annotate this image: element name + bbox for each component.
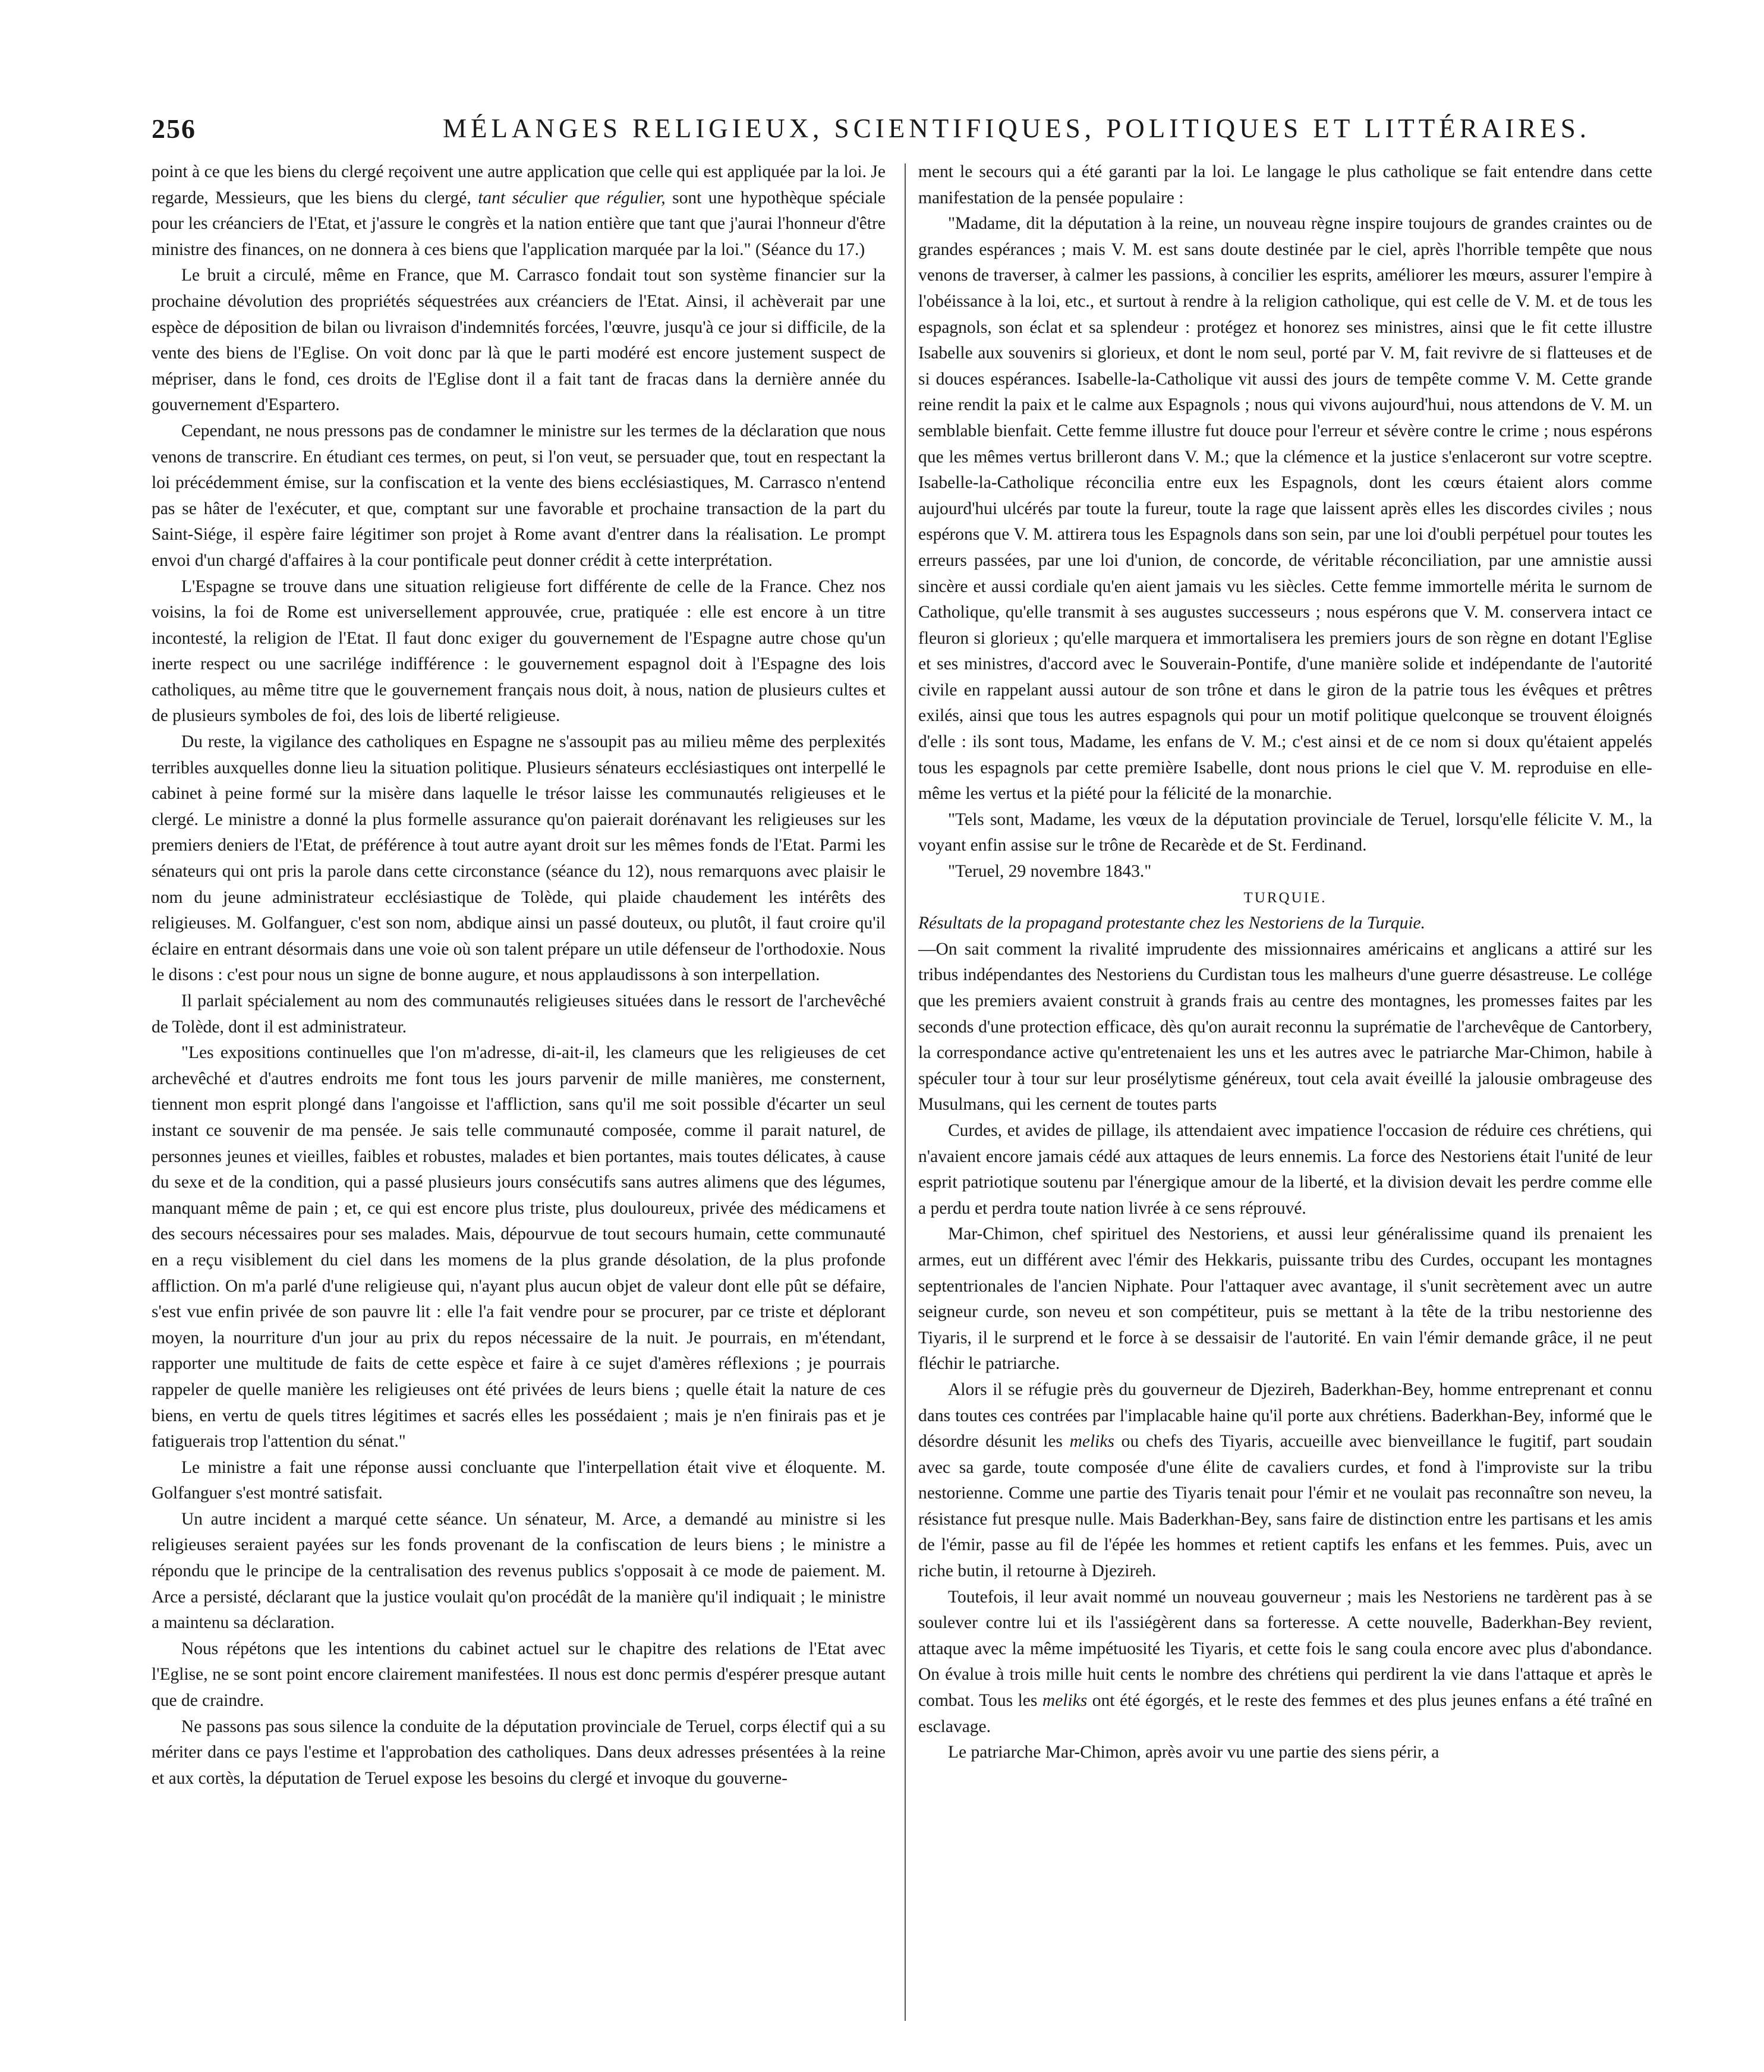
paragraph: "Teruel, 29 novembre 1843." xyxy=(948,862,1152,881)
column-divider xyxy=(905,163,906,2021)
right-column xyxy=(918,159,1652,1766)
paragraph: Alors il se réfugie près du gouverneur de Djezireh, Baderkhan-Bey, homme entreprenant et connu dans toutes ces contrées par l'implacable haine qu'il porte aux chrétiens. Baderkhan-Bey, informé que le désordre désunit les meliks ou chefs des Tiyaris, accueille avec bienveillance le fugitif, part soudain avec sa garde, toute composée d'une élite de cavaliers curdes, et fond à l'improviste sur la tribu nestorienne. Comme une partie des Tiyaris tenait pour l'émir et ne voulait pas reconnaître son neveu, la résistance fut presque nulle. Mais Baderkhan-Bey, sans faire de distinction entre les partisans et les amis de l'émir, passe au fil de l'épée les hommes et retient captifs les enfans et les femmes. Puis, avec un riche butin, il retourne à Djezireh. xyxy=(918,1380,1652,1581)
section-heading: TURQUIE. xyxy=(1243,889,1327,906)
paragraph: Nous répétons que les intentions du cabinet actuel sur le chapitre des relations de l'Etat avec l'Eglise, ne se sont point encore clairement manifestées. Il nous est donc permis d'espérer presque autant que de craindre. xyxy=(152,1639,886,1711)
paragraph: "Tels sont, Madame, les vœux de la députation provinciale de Teruel, lorsqu'elle félicite V. M., la voyant enfin assise sur le trône de Recarède et de St. Ferdinand. xyxy=(918,810,1652,855)
paragraph: Il parlait spécialement au nom des communautés religieuses situées dans le ressort de l'archevêché de Tolède, dont il est administrateur. xyxy=(152,991,886,1037)
paragraph: —On sait comment la rivalité imprudente des missionnaires américains et anglicans a attiré sur les tribus indépendantes des Nestoriens du Curdistan tous les malheurs d'une guerre désastreuse. Le collége que les premiers avaient construit à grands frais au centre des montagnes, les promesses faites par les seconds d'une protection efficace, dès qu'on aurait reconnu la suprématie de l'archevêque de Cantorbery, la correspondance active qu'entretenaient les uns et les autres avec le patriarche Mar-Chimon, habile à spéculer tour à tour sur leur prosélytisme généreux, tout cela avait éveillé la jalousie ombrageuse des Musulmans, qui les cernent de toutes parts xyxy=(918,939,1652,1114)
paragraph: "Madame, dit la députation à la reine, un nouveau règne inspire toujours de grandes craintes ou de grandes espérances ; mais V. M. est sans doute destinée par le ciel, après l'horrible tempête que nous venons de traverser, à calmer les passions, à concilier les esprits, améliorer les mœurs, assurer l'empire à l'obéissance à la loi, etc., et surtout à rendre à la religion catholique, qui est celle de V. M. et de tous les espagnols, son éclat et sa splendeur : protégez et honorez ses ministres, ainsi que le fit cette illustre Isabelle aux souvenirs si glorieux, et dont le nom seul, porté par V. M, fait revivre de si flatteuses et de si douces espérances. Isabelle-la-Catholique vit aussi des jours de tempête comme V. M. Cette grande reine rendit la paix et le calme aux Espagnols ; nous qui vivons aujourd'hui, nous attendons de V. M. un semblable bienfait. Cette femme illustre fut douce pour l'erreur et sévère contre le crime ; nous espérons que les mêmes vertus brilleront dans V. M.; que la clémence et la justice s'enlaceront sur votre sceptre. Isabelle-la-Catholique réconcilia entre eux les Espagnols, dont les cœurs étaient alors comme aujourd'hui ulcérés par toute la fureur, toute la rage que laissent après elles les discordes civiles ; nous espérons que V. M. attirera tous les Espagnols dans son sein, par une loi d'oubli perpétuel pour toutes les erreurs passées, par une loi d'union, de concorde, de véritable réconciliation, par une amnistie aussi sincère et aussi cordiale qu'en aient jamais vu les siècles. Cette femme immortelle mérita le surnom de Catholique, qu'elle transmit à ses augustes successeurs ; nous espérons que V. M. conservera intact ce fleuron si glorieux ; qu'elle marquera et immortalisera les premiers jours de son règne en dotant l'Eglise et ses ministres, d'accord avec le Souverain-Pontife, d'une manière solide et indépendante de l'autorité civile en rappelant aussi autour de son trône et dans le giron de la patrie tous les évêques et prêtres exilés, ainsi que tous les autres espagnols qui pour un motif politique quelconque se trouvent éloignés d'elle : ils sont tous, Madame, les enfans de V. M.; c'est ainsi et de ce nom si doux qu'étaient appelés tous les espagnols par cette première Isabelle, dont nous prions le ciel que V. M. reproduise en elle-même les vertus et la piété pour la félicité de la monarchie. xyxy=(918,214,1652,804)
paragraph: Le patriarche Mar-Chimon, après avoir vu une partie des siens périr, a xyxy=(948,1743,1439,1762)
page-header xyxy=(152,113,1649,151)
paragraph: Toutefois, il leur avait nommé un nouveau gouverneur ; mais les Nestoriens ne tardèrent pas à se soulever contre lui et ils l'assiégèrent dans sa forteresse. A cette nouvelle, Baderkhan-Bey revient, attaque avec la même impétuosité les Tiyaris, et cette fois le sang coula encore avec plus d'abondance. On évalue à trois mille huit cents le nombre des chrétiens qui perdirent la vie dans l'attaque et après le combat. Tous les meliks ont été égorgés, et le reste des femmes et des plus jeunes enfans a été traîné en esclavage. xyxy=(918,1587,1652,1736)
running-title: MÉLANGES RELIGIEUX, SCIENTIFIQUES, POLITIQUES ET LITTÉRAIRES. xyxy=(443,114,1591,143)
paragraph: Du reste, la vigilance des catholiques en Espagne ne s'assoupit pas au milieu même des perplexités terribles auxquelles donne lieu la situation politique. Plusieurs sénateurs ecclésiastiques ont interpellé le cabinet à peine formé sur la misère dans laquelle le trésor laisse les communautés religieuses et le clergé. Le ministre a donné la plus formelle assurance qu'on paierait dorénavant les religieuses sur les premiers deniers de l'Etat, de préférence à tout autre ayant droit sur les mêmes fonds de l'Etat. Parmi les sénateurs qui ont pris la parole dans cette circonstance (séance du 12), nous remarquons avec plaisir le nom du jeune administrateur ecclésiastique de Tolède, qui plaide chaudement les intérêts des religieuses. M. Golfanguer, c'est son nom, abdique ainsi un passé douteux, ou plutôt, il faut croire qu'il éclaire en entrant désormais dans une voie où son talent prépare un utile défenseur de l'orthodoxie. Nous le disons : c'est pour nous un signe de bonne augure, et nous applaudissons à son interpellation. xyxy=(152,732,886,985)
paragraph: Un autre incident a marqué cette séance. Un sénateur, M. Arce, a demandé au ministre si les religieuses seraient payées sur les fonds provenant de la confiscation de leurs biens ; le ministre a répondu que le principe de la centralisation des revenus publics s'opposait à ce mode de paiement. M. Arce a persisté, déclarant que la justice voulait qu'on procédât de la manière qu'il indiquait ; le ministre a maintenu sa déclaration. xyxy=(152,1509,886,1633)
paragraph: "Les expositions continuelles que l'on m'adresse, di-ait-il, les clameurs que les religieuses de cet archevêché et d'autres endroits me font tous les jours parvenir de mille manières, me consternent, tiennent mon esprit plongé dans l'angoisse et l'affliction, sans qu'il me soit possible d'écarter un seul instant ce souvenir de ma pensée. Je sais telle communauté composée, comme il parait naturel, de personnes jeunes et vieilles, faibles et robustes, malades et bien portantes, mais toutes délicates, à cause du sexe et de la condition, qui a passé plusieurs jours consécutifs sans autres alimens que des légumes, manquant même de pain ; et, ce qui est encore plus triste, plus douloureux, privée des médicamens et des secours nécessaires pour ses malades. Mais, dépourvue de tout secours humain, cette communauté en a reçu visiblement du ciel dans les momens de la plus grande désolation, de la plus profonde affliction. On m'a parlé d'une religieuse qui, n'ayant plus aucun objet de valeur dont elle pût se défaire, s'est vue enfin privée de son pauvre lit : elle l'a fait vendre pour se procurer, par ce triste et déplorant moyen, la nourriture d'un jour au prix du repos nécessaire de la nuit. Je pourrais, en m'étendant, rapporter une multitude de faits de cette espèce et faire à ce sujet d'amères réflexions ; je pourrais rappeler de quelle manière les religieuses ont été privées de leurs biens ; quelle était la nature de ces biens, en vertu de quels titres légitimes et sacrés elles les possédaient ; mais je n'en finirais pas et je fatiguerais trop l'attention du sénat." xyxy=(152,1043,886,1451)
paragraph: Cependant, ne nous pressons pas de condamner le ministre sur les termes de la déclaration que nous venons de transcrire. En étudiant ces termes, on peut, si l'on veut, se persuader que, tout en respectant la loi précédemment émise, sur la confiscation et la vente des biens ecclésiastiques, M. Carrasco n'entend pas se hâter de l'exécuter, et que, comptant sur une favorable et prochaine transaction de la part du Saint-Siége, il espère faire légitimer son projet à Rome avant d'entrer dans la réalisation. Le prompt envoi d'un chargé d'affaires à la cour pontificale peut donner crédit à cette interprétation. xyxy=(152,421,886,570)
paragraph: Curdes, et avides de pillage, ils attendaient avec impatience l'occasion de réduire ces chrétiens, qui n'avaient encore jamais cédé aux attaques de leurs ennemis. La force des Nestoriens était l'unité de leur esprit patriotique soutenu par l'énergique amour de la liberté, et la division devait les perdre comme elle a perdu et perdra toute nation livrée à ce sens réprouvé. xyxy=(918,1120,1652,1218)
page-number: 256 xyxy=(152,114,196,144)
paragraph: Mar-Chimon, chef spirituel des Nestoriens, et aussi leur généralissime quand ils prenaient les armes, eut un différent avec l'émir des Hekkaris, puissante tribu des Curdes, occupant les montagnes septentrionales de l'ancien Niphate. Pour l'attaquer avec avantage, il s'unit secrètement avec un autre seigneur curde, son neveu et son compétiteur, puis se mettant à la tête de la tribu nestorienne des Tiyaris, il le surprend et le force à se dessaisir de l'autorité. En vain l'émir demande grâce, il ne peut fléchir le patriarche. xyxy=(918,1224,1652,1374)
paragraph: point à ce que les biens du clergé reçoivent une autre application que celle qui est appliquée par la loi. Je regarde, Messieurs, que les biens du clergé, tant séculier que régulier, sont une hypothèque spéciale pour les créanciers de l'Etat, et j'assure le congrès et la nation entière que tant que j'aurai l'honneur d'être ministre des finances, on ne donnera à ces biens que l'application marquée par la loi." (Séance du 17.) xyxy=(152,162,886,259)
paragraph: Ne passons pas sous silence la conduite de la députation provinciale de Teruel, corps électif qui a su mériter dans ce pays l'estime et l'approbation des catholiques. Dans deux adresses présentées à la reine et aux cortès, la députation de Teruel expose les besoins du clergé et invoque du gouverne- xyxy=(152,1717,886,1788)
paragraph: ment le secours qui a été garanti par la loi. Le langage le plus catholique se fait entendre dans cette manifestation de la pensée populaire : xyxy=(918,162,1652,207)
paragraph: L'Espagne se trouve dans une situation religieuse fort différente de celle de la France. Chez nos voisins, la foi de Rome est universellement approuvée, crue, pratiquée : elle est encore à un titre incontesté, la religion de l'Etat. Il faut donc exiger du gouvernement de l'Espagne autre chose qu'un inerte respect ou une sacrilége indifférence : le gouvernement espagnol doit à l'Espagne des lois catholiques, au même titre que le gouvernement français nous doit, à nous, nation de plusieurs cultes et de plusieurs symboles de foi, des lois de liberté religieuse. xyxy=(152,577,886,726)
paragraph: Le ministre a fait une réponse aussi concluante que l'interpellation était vive et éloquente. M. Golfanguer s'est montré satisfait. xyxy=(152,1457,886,1503)
article-subtitle: Résultats de la propagand protestante chez les Nestoriens de la Turquie. xyxy=(918,914,1425,933)
left-column xyxy=(152,159,886,1791)
paragraph: Le bruit a circulé, même en France, que M. Carrasco fondait tout son système financier sur la prochaine dévolution des propriétés séquestrées aux créanciers de l'Etat. Ainsi, il achèverait par une espèce de déposition de bilan ou livraison d'indemnités forcées, l'œuvre, jusqu'à ce jour si difficile, de la vente des biens de l'Eglise. On voit donc par là que le parti modéré est encore justement suspect de mépriser, dans le fond, ces droits de l'Eglise dont il a fait tant de fracas dans la dernière année du gouvernement d'Espartero. xyxy=(152,266,886,415)
